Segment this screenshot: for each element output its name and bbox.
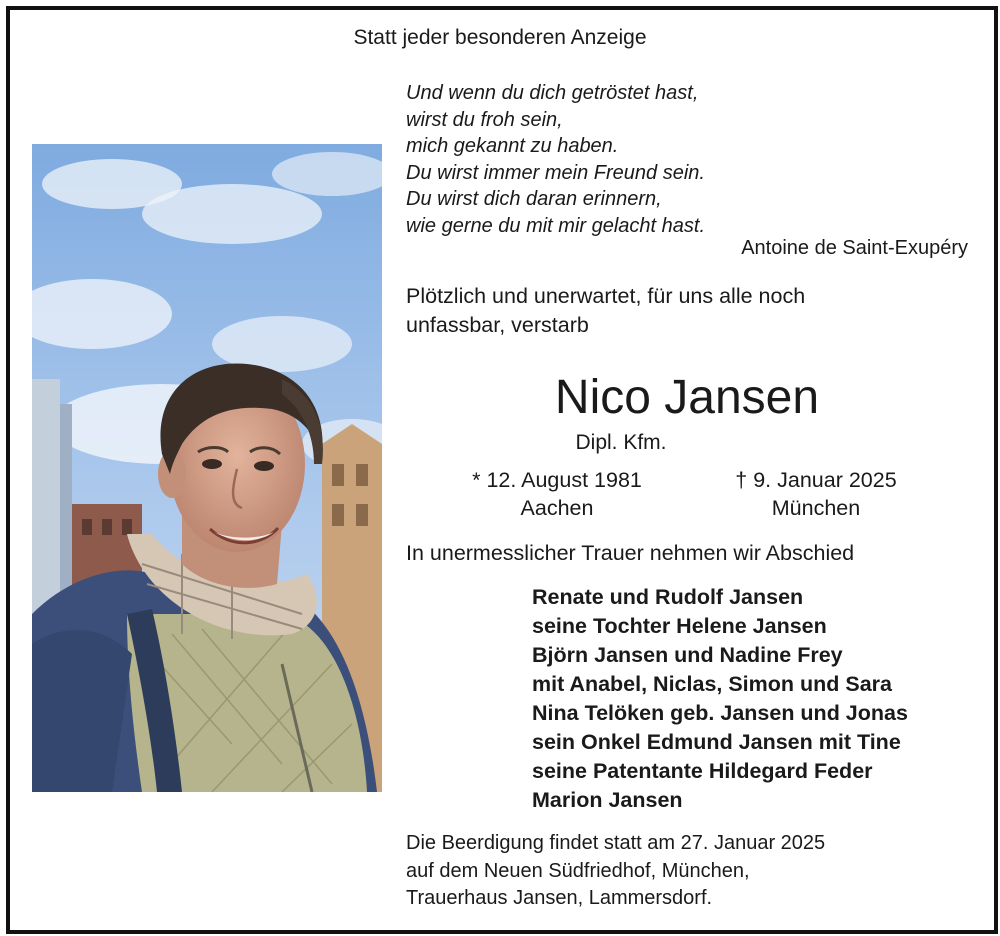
family-member: sein Onkel Edmund Jansen mit Tine [532,730,901,754]
death-date: † 9. Januar 2025 [735,468,897,492]
funeral-line: Die Beerdigung findet statt am 27. Januar 2025 [406,832,826,854]
deceased-title: Dipl. Kfm. [575,431,667,454]
birth-place: Aachen [520,496,594,520]
birth-info [442,466,672,522]
intro-text [406,282,805,340]
poem-author: Antoine de Saint-Exupéry [741,237,968,259]
intro-line: Plötzlich und unerwartet, für uns alle noch [406,284,806,308]
poem-line: wirst du froh sein, [406,108,563,131]
family-member: Björn Jansen und Nadine Frey [532,643,843,667]
funeral-line: auf dem Neuen Südfriedhof, München, [406,859,750,882]
poem-line: wie gerne du mit mir gelacht hast. [406,214,706,237]
birth-date: * 12. August 1981 [472,468,642,492]
funeral-info [406,830,825,913]
family-member: Nina Telöken geb. Jansen und Jonas [532,701,908,725]
poem-line: mich gekannt zu haben. [406,135,619,157]
deceased-name: Nico Jansen [554,371,820,424]
poem [406,80,705,239]
family-member: Marion Jansen [532,788,683,812]
family-member: seine Tochter Helene Jansen [532,614,827,638]
family-member: mit Anabel, Niclas, Simon und Sara [532,672,893,696]
poem-line: Und wenn du dich getröstet hast, [406,82,699,104]
poem-line: Du wirst immer mein Freund sein. [406,161,705,184]
family-member: Renate und Rudolf Jansen [532,585,804,609]
intro-line: unfassbar, verstarb [406,313,589,337]
portrait-photo [32,144,382,792]
family-member: seine Patentante Hildegard Feder [532,759,873,783]
poem-line: Du wirst dich daran erinnern, [406,188,662,210]
header-text: Statt jeder besonderen Anzeige [353,26,647,49]
funeral-line: Trauerhaus Jansen, Lammersdorf. [406,887,713,909]
mourning-line: In unermesslicher Trauer nehmen wir Abschied [406,541,855,565]
death-place: München [771,496,861,520]
family-list [532,583,908,815]
death-info [700,466,932,522]
